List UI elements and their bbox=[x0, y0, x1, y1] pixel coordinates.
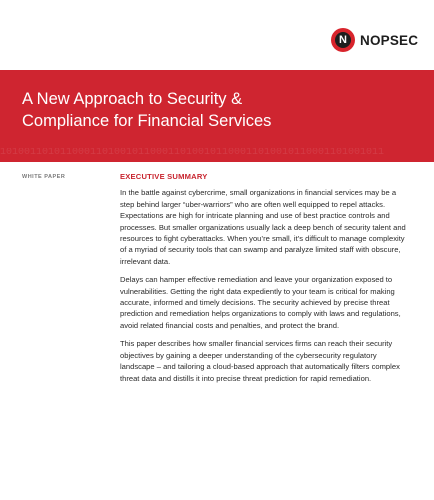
paragraph-2: Delays can hamper effective remediation and leave your organization exposed to vulnerabilities. Getting the right data expediently to your team is critical for making accurate, informed and timely decisions. The security achieved by precise threat prediction and remediation helps organizations to comply with laws and regulations, avoid related financial costs and penalties, and protect the brand. bbox=[120, 275, 401, 330]
paragraph-3: This paper describes how smaller financial services firms can reach their security objectives by gaining a deeper understanding of the cybersecurity regulatory landscape – and tailoring a cloud-based approach that automatically filters complex threat data and distills it into precise threat prediction for rapid remediation. bbox=[120, 339, 400, 383]
executive-summary-section bbox=[120, 171, 410, 391]
title-banner bbox=[0, 70, 434, 162]
paragraph-1: In the battle against cybercrime, small organizations in financial services may be a step behind larger “uber-warriors” who are often well equipped to repel attacks. Expectations are high for intricate planning and use of best practice controls and processes. But smaller organizations usually lack a deep bench of security talent and resources to fight cyberattacks. When you’re small, it’s difficult to manage complexity of a myriad of security tools that can swamp and paralyze limited staff with obscure, irrelevant data. bbox=[120, 188, 406, 266]
nopsec-logo bbox=[331, 28, 418, 52]
binary-pattern: 1010011010110001101001011000110100101100011010010110001101001011 bbox=[0, 148, 385, 158]
document-type-label: WHITE PAPER bbox=[22, 174, 66, 180]
document-title bbox=[22, 88, 271, 132]
title-line-2: Compliance for Financial Services bbox=[22, 112, 272, 130]
title-line-1: A New Approach to Security & bbox=[22, 90, 243, 108]
section-heading: EXECUTIVE SUMMARY bbox=[120, 172, 208, 181]
logo-wordmark: NOPSEC bbox=[360, 32, 419, 48]
logo-mark-letter: N bbox=[335, 32, 351, 48]
nopsec-logo-icon bbox=[331, 28, 355, 52]
